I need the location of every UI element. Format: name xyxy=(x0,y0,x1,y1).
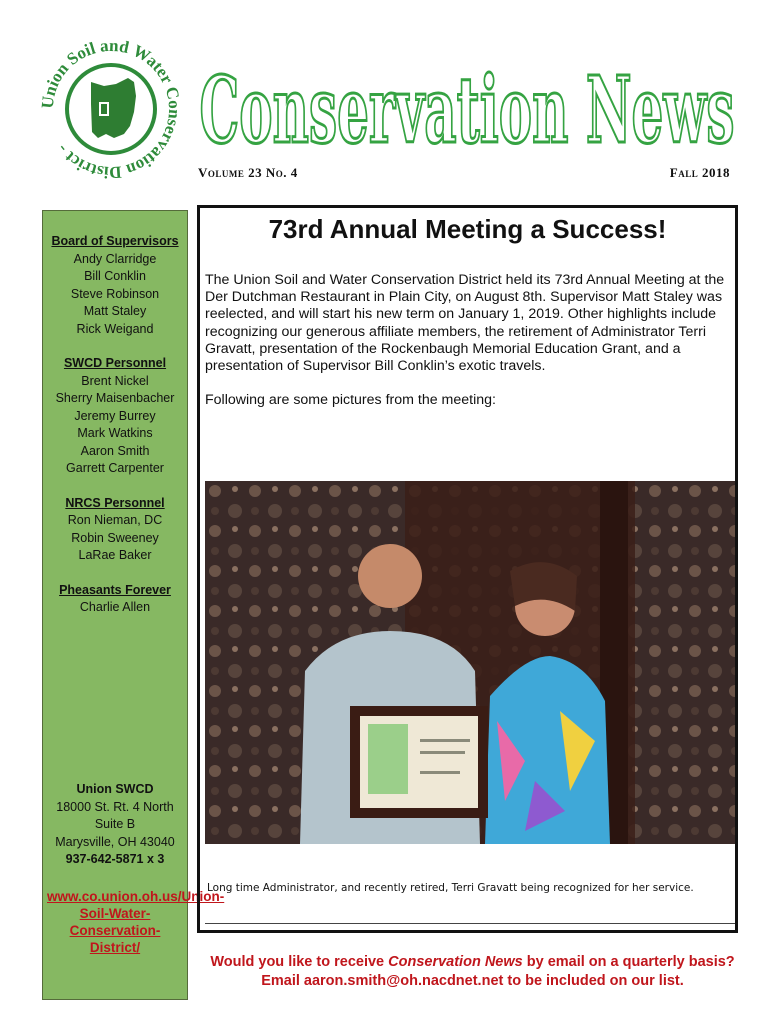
swcd-personnel xyxy=(43,355,187,478)
address-line: Marysville, OH 43040 xyxy=(55,834,175,849)
office-phone: 937-642-5871 x 3 xyxy=(65,852,165,866)
board-member: Bill Conklin xyxy=(84,269,146,283)
article-body xyxy=(200,272,735,409)
board-member: Rick Weigand xyxy=(76,321,154,336)
meeting-photo xyxy=(205,481,735,844)
swcd-member: Sherry Maisenbacher xyxy=(55,391,175,405)
board-member: Steve Robinson xyxy=(70,286,160,301)
nrcs-personnel xyxy=(43,495,187,565)
masthead-title xyxy=(195,22,740,172)
office-address xyxy=(43,781,187,869)
caption-divider xyxy=(205,923,735,924)
svg-text:Conservation News: Conservation News xyxy=(199,56,735,164)
nrcs-member: Ron Nieman, DC xyxy=(67,513,163,527)
address-line: 18000 St. Rt. 4 North xyxy=(56,799,174,814)
article-title: 73rd Annual Meeting a Success! xyxy=(268,214,667,244)
pheasants-member: Charlie Allen xyxy=(79,600,151,614)
pheasants-forever xyxy=(43,582,187,617)
pheasants-heading: Pheasants Forever xyxy=(59,582,171,597)
staff-sidebar xyxy=(42,210,225,1000)
board-member: Andy Clarridge xyxy=(73,251,157,266)
swcd-heading: SWCD Personnel xyxy=(63,356,167,370)
newsletter-name: Conservation News xyxy=(388,954,523,970)
subscribe-text: by email on a quarterly basis? xyxy=(522,954,735,970)
logo-ring-text: Union Soil and Water Conservation District - xyxy=(37,35,185,183)
article-paragraph: Following are some pictures from the meeting: xyxy=(205,392,496,409)
issue-season: Fall 2018 xyxy=(669,165,730,180)
volume-number: Volume 23 No. 4 xyxy=(198,165,298,180)
board-of-supervisors xyxy=(43,233,187,338)
subscribe-line-2[interactable]: Email aaron.smith@oh.nacdnet.net to be included on our list. xyxy=(261,973,684,989)
lead-article xyxy=(197,205,738,933)
district-logo xyxy=(36,34,186,184)
ohio-state-icon xyxy=(91,78,136,138)
swcd-member: Jeremy Burrey xyxy=(74,408,156,423)
website-link[interactable]: www.co.union.oh.us/Union-Soil-Water-Conservation-District/ xyxy=(47,889,225,955)
subscribe-line-1 xyxy=(195,953,750,972)
board-heading: Board of Supervisors xyxy=(51,234,179,248)
address-line: Suite B xyxy=(94,817,136,831)
nrcs-heading: NRCS Personnel xyxy=(65,495,165,510)
nrcs-member: LaRae Baker xyxy=(78,548,152,562)
nrcs-member: Robin Sweeney xyxy=(71,530,159,545)
photo-caption: Long time Administrator, and recently retired, Terri Gravatt being recognized for her service. xyxy=(207,882,694,894)
swcd-member: Mark Watkins xyxy=(77,426,153,440)
subscribe-text: Would you like to receive xyxy=(210,954,389,970)
office-name: Union SWCD xyxy=(76,782,154,796)
swcd-member: Garrett Carpenter xyxy=(66,461,164,475)
board-member: Matt Staley xyxy=(83,304,147,318)
article-paragraph: The Union Soil and Water Conservation District held its 73rd Annual Meeting at the Der Dutchman Restaurant in Plain City, on August 8th. Supervisor Matt Staley was reelected, and will start his new term on January 1, 2019. Other highlights include recognizing our generous affiliate members, the retirement of Administrator Terri Gravatt, presentation of the Rockenbaugh Memorial Education Grant, and a presentation of Supervisor Bill Conklin’s exotic travels. xyxy=(205,272,725,375)
swcd-member: Aaron Smith xyxy=(80,443,150,458)
swcd-member: Brent Nickel xyxy=(81,373,149,388)
subscribe-notice xyxy=(195,953,750,991)
